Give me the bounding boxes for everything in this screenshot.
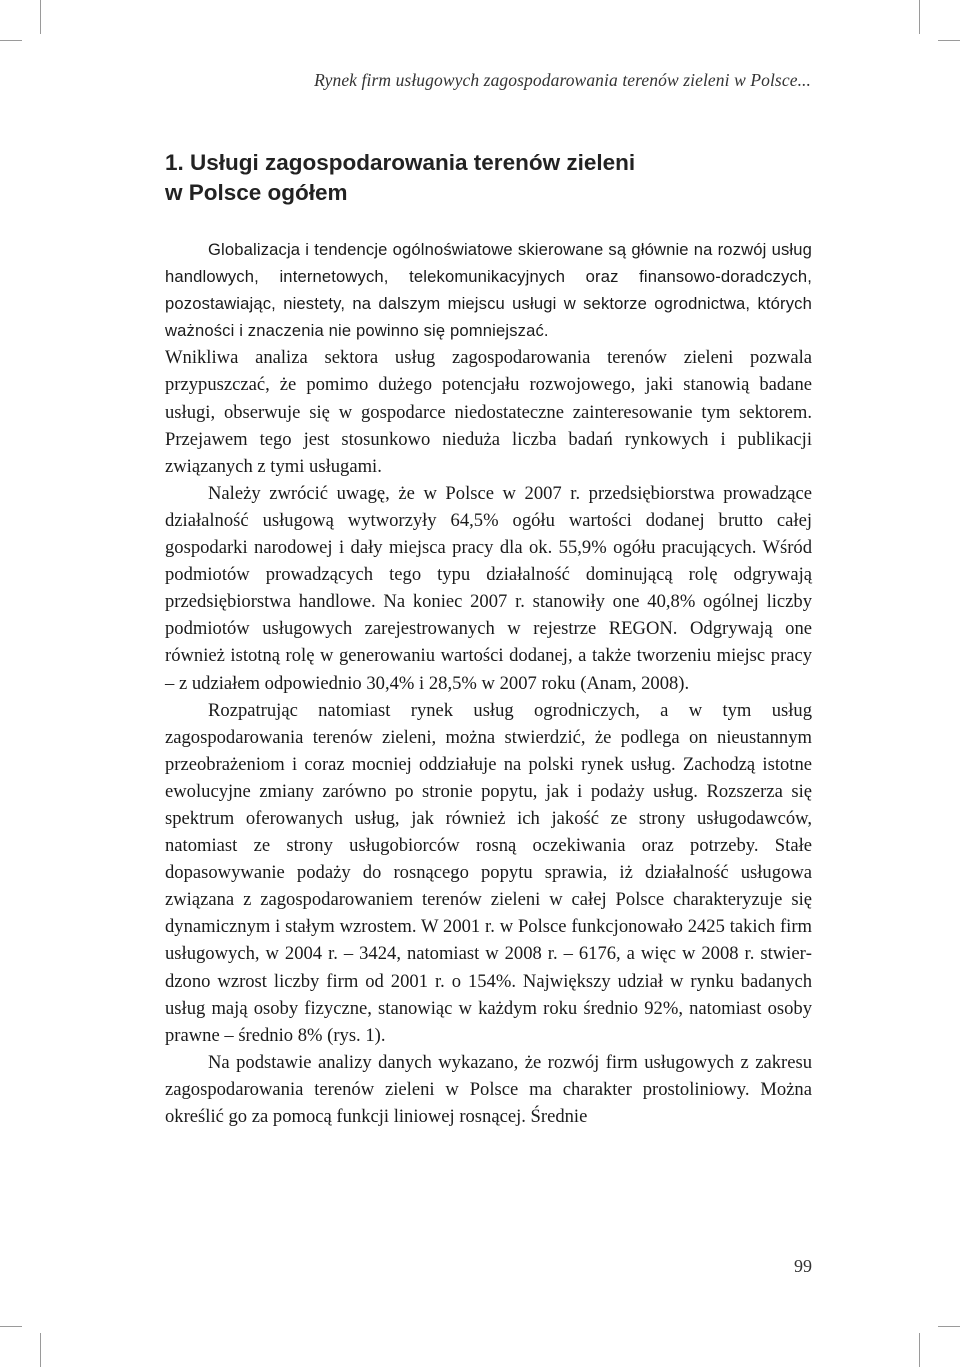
- paragraph-5: Na podstawie analizy danych wykazano, że rozwój firm usługowych z zakresu zagospodarowania terenów zieleni w Polsce ma charakter prostoliniowy. Można określić go za pomocą funkcji liniowej rosnącej. Średnie: [165, 1051, 812, 1127]
- paragraph-1: Globalizacja i tendencje ogólnoświatowe skierowane są głównie na rozwój usług handlowych, internetowych, telekomunikacyjnych oraz finansowo-doradczych, pozostawiając, niestety, na dalszym miejscu usługi w sektorze ogrodnictwa, których ważności i znaczenia nie powinno się pomniejszać.: [165, 240, 812, 341]
- crop-mark-bottom-right: [919, 1333, 920, 1367]
- paragraph-4: Rozpatrując natomiast rynek usług ogrodniczych, a w tym usług zagospodarowania terenów zieleni, można stwierdzić, że podlega on nieustannym przeobrażeniom i coraz mocniej oddziałuje na polski rynek usług. Zachodzą istotne ewolucyjne zmiany zarówno po stronie popytu, jak i podaży usług. Rozszerza się spektrum oferowanych usług, jak również ich jakość ze strony usługodawców, natomiast ze strony usługobiorców rosną oczekiwania oraz potrzeby. Stałe dopasowywanie podaży do rosnącego popytu sprawia, iż działalność usługowa związana z zagospodarowaniem terenów zieleni w całej Polsce charakteryzuje się dynamicznym i stałym wzrostem. W 2001 r. w Polsce funkcjonowało 2425 takich firm usługowych, w 2004 r. – 3424, natomiast w 2008 r. – 6176, a więc w 2008 r. stwierdzono wzrost liczby firm od 2001 r. o 154%. Największy udział w rynku badanych usług mają osoby fizyczne, stanowiąc w każdym roku średnio 92%, natomiast osoby prawne – średnio 8% (rys. 1).: [165, 699, 812, 1046]
- section-title-line-2: w Polsce ogółem: [165, 180, 348, 205]
- section-title: [165, 148, 815, 208]
- crop-mark-top-left: [40, 0, 41, 34]
- crop-mark-bottom-right-h: [938, 1326, 960, 1327]
- crop-mark-bottom-left-h: [0, 1326, 22, 1327]
- body-text: [165, 236, 812, 1130]
- crop-mark-top-right: [919, 0, 920, 34]
- running-header: Rynek firm usługowych zagospodarowania terenów zieleni w Polsce...: [314, 70, 811, 90]
- crop-mark-top-left-h: [0, 40, 22, 41]
- page-number: 99: [794, 1256, 812, 1276]
- crop-mark-bottom-left: [40, 1333, 41, 1367]
- section-title-line-1: 1. Usługi zagospodarowania terenów zieleni: [165, 150, 636, 175]
- paragraph-2: Wnikliwa analiza sektora usług zagospodarowania terenów zieleni pozwala przypuszczać, że pomimo dużego potencjału rozwojowego, jaki stanowią badane usługi, obserwuje się w gospodarce niedostateczne zainteresowanie tym sektorem. Przejawem tego jest stosunkowo nieduża liczba badań rynkowych i publikacji związanych z tymi usługami.: [165, 347, 812, 477]
- paragraph-3: Należy zwrócić uwagę, że w Polsce w 2007 r. przedsiębiorstwa prowadzące działalność usługową wytworzyły 64,5% ogółu wartości dodanej brutto całej gospodarki narodowej i dały miejsca pracy dla ok. 55,9% ogółu pracujących. Wśród podmiotów prowadzących tego typu działalność dominującą rolę odgrywają przedsiębiorstwa handlowe. Na koniec 2007 r. stanowiły one 40,8% ogólnej liczby podmiotów usługowych zarejestrowanych w rejestrze REGON. Odgrywają one również istotną rolę w generowaniu wartości dodanej, a także tworzeniu miejsc pracy – z udziałem odpowiednio 30,4% i 28,5% w 2007 roku (Anam, 2008).: [165, 482, 812, 694]
- crop-mark-top-right-h: [938, 40, 960, 41]
